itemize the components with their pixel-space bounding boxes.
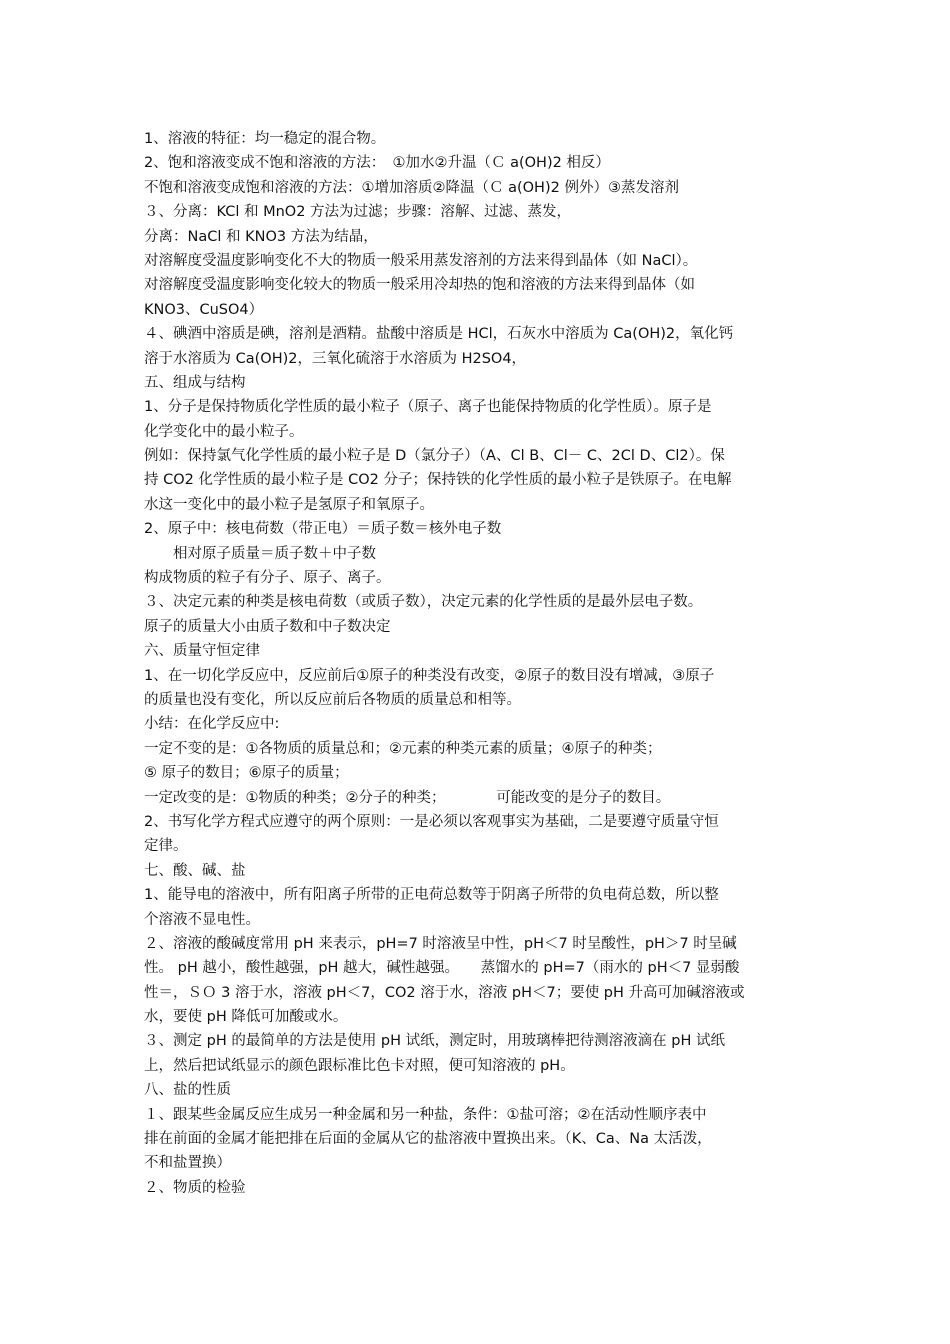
text-line: ３、分离：KCl 和 MnO2 方法为过滤；步骤：溶解、过滤、蒸发，	[144, 204, 572, 221]
text-line: 2、饱和溶液变成不饱和溶液的方法： ①加水②升温（Ｃ a(OH)2 相反）	[144, 155, 610, 172]
text-line: 相对原子质量＝质子数＋中子数	[144, 545, 376, 562]
text-line: 定律。	[144, 838, 188, 855]
text-line: 构成物质的粒子有分子、原子、离子。	[144, 570, 391, 587]
text-line: 1、分子是保持物质化学性质的最小粒子（原子、离子也能保持物质的化学性质）。原子是	[144, 399, 712, 416]
text-line: 2、原子中：核电荷数（带正电）＝质子数＝核外电子数	[144, 521, 502, 538]
text-line: 例如：保持氯气化学性质的最小粒子是 D（氯分子）（A、Cl B、Cl－ C、2Cl D、Cl2）。保	[144, 448, 725, 465]
text-line: 一定不变的是：①各物质的质量总和；②元素的种类元素的质量；④原子的种类；	[144, 740, 662, 757]
text-line: 五、组成与结构	[144, 374, 246, 391]
text-line: 个溶液不显电性。	[144, 911, 260, 928]
text-line: 1、溶液的特征：均一稳定的混合物。	[144, 131, 386, 147]
text-line: 不饱和溶液变成饱和溶液的方法：①增加溶质②降温（Ｃ a(OH)2 例外）③蒸发溶剂	[144, 179, 679, 196]
text-line: ２、物质的检验	[144, 1179, 246, 1196]
text-line: 对溶解度受温度影响变化较大的物质一般采用冷却热的饱和溶液的方法来得到晶体（如	[144, 277, 695, 294]
text-line: ３、测定 pH 的最简单的方法是使用 pH 试纸，测定时，用玻璃棒把待测溶液滴在 pH 试纸	[144, 1033, 725, 1050]
text-line: １、跟某些金属反应生成另一种金属和另一种盐，条件：①盐可溶；②在活动性顺序表中	[144, 1106, 707, 1123]
text-line: 化学变化中的最小粒子。	[144, 423, 304, 440]
text-line: 不和盐置换）	[144, 1155, 231, 1172]
text-line: ２、溶液的酸碱度常用 pH 来表示，pH=7 时溶液呈中性，pH＜7 时呈酸性，pH＞7 时呈碱	[144, 935, 737, 952]
text-line: ４、碘酒中溶质是碘，溶剂是酒精。盐酸中溶质是 HCl，石灰水中溶质为 Ca(OH)2，氧化钙	[144, 326, 734, 343]
text-line: 1、在一切化学反应中，反应前后①原子的种类没有改变，②原子的数目没有增减，③原子	[144, 667, 715, 684]
text-line: 性＝，ＳＯ 3 溶于水，溶液 pH＜7，CO2 溶于水，溶液 pH＜7；要使 pH 升高可加碱溶液或	[144, 984, 745, 1001]
text-line: 七、酸、碱、盐	[144, 862, 246, 879]
text-line: 一定改变的是：①物质的种类；②分子的种类； 可能改变的是分子的数目。	[144, 789, 671, 806]
text-line: 持 CO2 化学性质的最小粒子是 CO2 分子；保持铁的化学性质的最小粒子是铁原子。在电解	[144, 472, 732, 489]
text-line: KNO3、CuSO4）	[144, 301, 264, 318]
text-line: 上，然后把试纸显示的颜色跟标准比色卡对照，便可知溶液的 pH。	[144, 1057, 575, 1074]
text-line: 排在前面的金属才能把排在后面的金属从它的盐溶液中置换出来。（K、Ca、Na 太活泼，	[144, 1131, 712, 1148]
text-line: 水这一变化中的最小粒子是氢原子和氧原子。	[144, 496, 434, 513]
text-line: 六、质量守恒定律	[144, 643, 260, 660]
text-line: 性。 pH 越小，酸性越强，pH 越大，碱性越强。 蒸馏水的 pH=7（雨水的 pH＜7 显弱酸	[144, 960, 740, 977]
text-line: 对溶解度受温度影响变化不大的物质一般采用蒸发溶剂的方法来得到晶体（如 NaCl）。	[144, 252, 698, 269]
text-line: 的质量也没有变化，所以反应前后各物质的质量总和相等。	[144, 691, 521, 708]
text-line: ⑤ 原子的数目；⑥原子的质量；	[144, 765, 349, 782]
text-line: 小结：在化学反应中:	[144, 716, 280, 733]
text-line: 溶于水溶质为 Ca(OH)2，三氧化硫溶于水溶质为 H2SO4，	[144, 350, 527, 367]
text-line: 原子的质量大小由质子数和中子数决定	[144, 618, 391, 635]
text-line: 2、书写化学方程式应遵守的两个原则：一是必须以客观事实为基础，二是要遵守质量守恒	[144, 813, 719, 830]
text-line: 分离：NaCl 和 KNO3 方法为结晶，	[144, 228, 378, 245]
document-body	[144, 127, 808, 1200]
text-line: 八、盐的性质	[144, 1082, 231, 1099]
text-line: 1、能导电的溶液中，所有阳离子所带的正电荷总数等于阴离子所带的负电荷总数，所以整	[144, 887, 719, 904]
text-line: 水，要使 pH 降低可加酸或水。	[144, 1009, 348, 1026]
text-line: ３、决定元素的种类是核电荷数（或质子数），决定元素的化学性质的是最外层电子数。	[144, 594, 703, 611]
